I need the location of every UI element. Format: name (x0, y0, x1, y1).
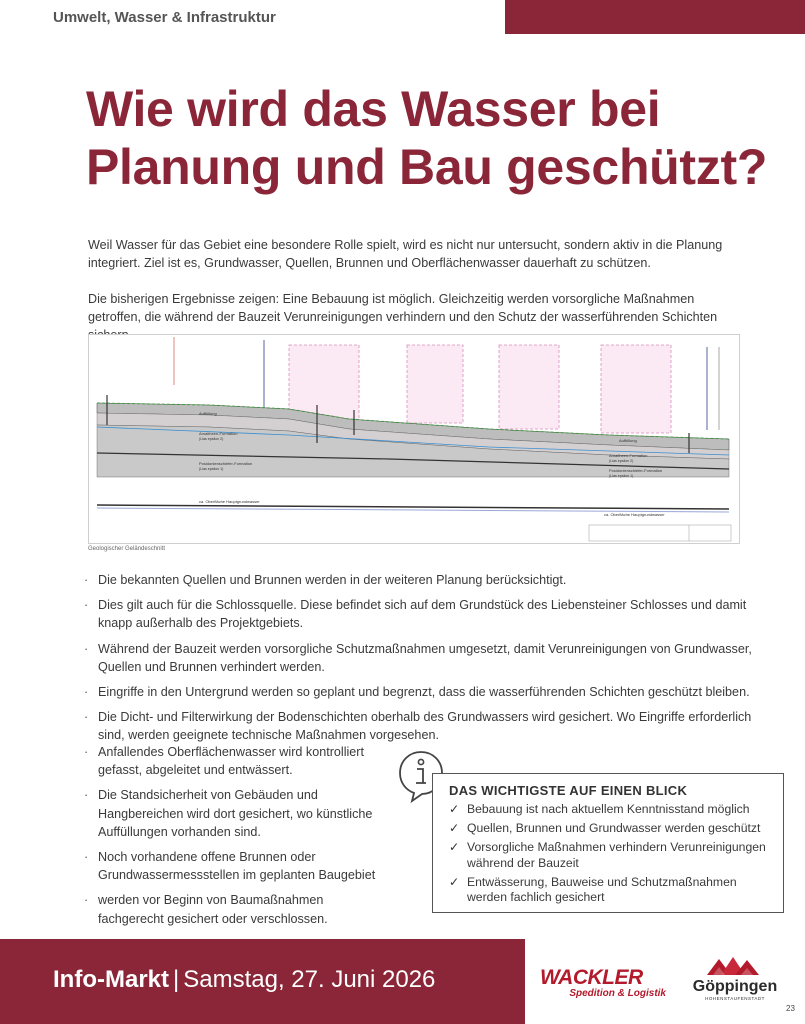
page-title (86, 80, 786, 196)
key-facts-list (449, 802, 771, 906)
footer-banner (0, 939, 525, 1024)
list-item: · Eingriffe in den Untergrund werden so geplant und begrenzt, dass die wasserführenden Schichten geschützt bleiben. (84, 683, 764, 701)
list-item: · Noch vorhandene offene Brunnen oder Grundwassermessstellen im geplanten Baugebiet (84, 848, 384, 884)
list-item: · Während der Bauzeit werden vorsorgliche Schutzmaßnahmen umgesetzt, damit Verunreinigungen von Grundwasser, Quellen und Brunnen verhindert werden. (84, 640, 764, 676)
wackler-logo (540, 968, 670, 1000)
checkmark-icon: ✓ (449, 821, 460, 835)
page-title-line-1: Wie wird das Wasser bei (86, 81, 661, 137)
label-layer-low-left: Posidonienschiefer-Formation (199, 461, 253, 466)
list-item (449, 821, 771, 837)
intro-paragraph-1: Weil Wasser für das Gebiet eine besondere Rolle spielt, wird es nicht nur untersucht, sondern aktiv in die Planung integriert. Ziel ist es, Grundwasser, Quellen, Brunnen und Oberflächenwasser dauerhaft zu schützen. (88, 238, 723, 270)
bullet-list-left (84, 743, 384, 935)
geological-section-drawing (89, 335, 739, 543)
page-number: 23 (786, 1004, 795, 1013)
wackler-logo-subtitle: Spedition & Logistik (569, 988, 666, 999)
goeppingen-roofs-icon (705, 955, 765, 977)
list-item (449, 802, 771, 818)
label-auffuellung-right: Auffüllung (619, 438, 637, 443)
footer-event-name: Info-Markt (53, 966, 169, 993)
list-item: · Dies gilt auch für die Schlossquelle. Diese befindet sich auf dem Grundstück des Liebensteiner Schlosses und damit knapp außerhalb des Projektgebiets. (84, 596, 764, 632)
checkmark-icon: ✓ (449, 840, 460, 854)
footer-event-date: Samstag, 27. Juni 2026 (183, 966, 436, 993)
section-label: Umwelt, Wasser & Infrastruktur (53, 9, 276, 26)
label-auffuellung-left: Auffüllung (199, 411, 217, 416)
list-item: · werden vor Beginn von Baumaßnahmen fachgerecht gesichert oder verschlossen. (84, 891, 384, 927)
label-layer-low-right: Posidonienschiefer-Formation (609, 468, 663, 473)
goeppingen-logo-name: Göppingen (692, 978, 778, 995)
geological-section-figure (88, 334, 740, 544)
key-fact-text: Bebauung ist nach aktuellem Kenntnisstand möglich (467, 802, 750, 816)
label-groundwater-left: ca. Oberfläche Hauptgrundwasser (199, 499, 260, 504)
label-layer-low-left-sub: (Lias epsilon 1) (199, 467, 224, 471)
label-layer-mid-right-sub: (Lias epsilon 2) (609, 459, 634, 463)
goeppingen-logo (690, 955, 780, 1001)
page-title-line-2: Planung und Bau geschützt? (86, 139, 768, 195)
footer-event-line (53, 966, 435, 994)
label-layer-mid-left: Amaltheen-Formation (199, 431, 238, 436)
label-layer-low-right-sub: (Lias epsilon 1) (609, 474, 634, 478)
list-item: · Anfallendes Oberflächenwasser wird kontrolliert gefasst, abgeleitet und entwässert. (84, 743, 384, 779)
label-groundwater-right: ca. Oberfläche Hauptgrundwasser (604, 512, 665, 517)
label-layer-mid-left-sub: (Lias epsilon 2) (199, 437, 224, 441)
key-fact-text: Quellen, Brunnen und Grundwasser werden geschützt (467, 821, 761, 835)
bullet-list-main (84, 571, 764, 752)
list-item: · Die Standsicherheit von Gebäuden und Hangbereichen wird dort gesichert, wo künstliche Auffüllungen vorhanden sind. (84, 786, 384, 841)
list-item: · Die Dicht- und Filterwirkung der Bodenschichten oberhalb des Grundwassers wird gesichert. Wo Eingriffe erforderlich sind, werden geeignete technische Maßnahmen vorgesehen. (84, 708, 764, 744)
key-fact-text: Vorsorgliche Maßnahmen verhindern Verunreinigungen während der Bauzeit (467, 840, 766, 870)
intro-paragraph-2: Die bisherigen Ergebnisse zeigen: Eine Bebauung ist möglich. Gleichzeitig werden vorsorgliche Maßnahmen getroffen, die während der Bauzeit Verunreinigungen verhindern und den Schutz der wasserführenden Schichten (88, 292, 718, 324)
list-item (449, 840, 771, 871)
list-item: · Die bekannten Quellen und Brunnen werden in der weiteren Planung berücksichtigt. (84, 571, 764, 589)
key-facts-title: DAS WICHTIGSTE AUF EINEN BLICK (449, 783, 688, 798)
label-layer-mid-right: Amaltheen-Formation (609, 453, 648, 458)
goeppingen-logo-subtitle: HOHENSTAUFENSTADT (705, 996, 765, 1001)
wackler-logo-name: WACKLER (540, 966, 643, 989)
key-fact-text: Entwässerung, Bauweise und Schutzmaßnahmen werden fachlich gesichert (467, 874, 737, 904)
footer-separator: | (173, 966, 180, 993)
list-item (449, 875, 771, 906)
header-accent-bar (505, 0, 805, 34)
key-facts-box (432, 773, 784, 913)
checkmark-icon: ✓ (449, 874, 460, 889)
figure-caption: Geologischer Geländeschnitt (88, 546, 166, 552)
checkmark-icon: ✓ (449, 802, 460, 816)
